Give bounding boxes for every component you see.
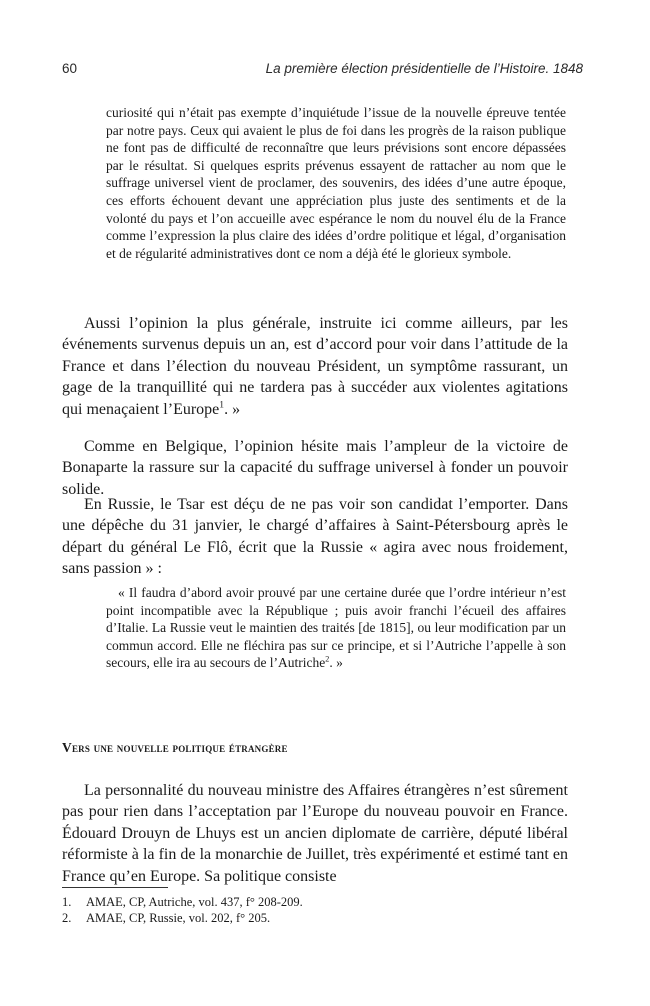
footnote-divider [62, 887, 168, 888]
body-paragraph [62, 313, 568, 420]
footnote-item [62, 894, 568, 910]
body-paragraph [62, 494, 568, 580]
body-paragraph [62, 780, 568, 887]
footnote-text: AMAE, CP, Autriche, vol. 437, f° 208-209. [86, 895, 303, 909]
block-quote-text: « Il faudra d’abord avoir prouvé par une certaine durée que l’ordre intérieur n’est point incompatible avec la République ; puis avoir franchi l’écueil des affaires d’Italie. La Russie veut le maintien des traités [de 1815], ou leur modification par un commun accord. Elle ne fléchira pas sur ce principe, et si l’Autriche l’appelle à son secours, elle ira au secours de l’Autriche [106, 585, 566, 671]
running-title: La première élection présidentielle de l’Histoire. 1848 [265, 61, 583, 76]
footnote-number: 2. [62, 911, 72, 925]
paragraph-text: En Russie, le Tsar est déçu de ne pas voir son candidat l’emporter. Dans une dépêche du 31 janvier, le chargé d’affaires à Saint-Pétersbourg après le départ du général Le Flô, écrit que la Russie « agira avec nous froidement, sans passion » : [62, 496, 568, 578]
footnote-ref[interactable]: 2 [325, 654, 330, 664]
running-head [62, 61, 583, 81]
quote-closing: . » [329, 655, 343, 671]
block-quote-text: curiosité qui n’était pas exempte d’inquiétude l’issue de la nouvelle épreuve tentée par notre pays. Ceux qui avaient le plus de foi dans les progrès de la raison publique ne font pas de difficulté de reconnaître que leurs prévisions sont encore dépassées par le résultat. Si quelques esprits prévenus essayent de rattacher au nom que le suffrage universel vient de proclamer, des souvenirs, des idées d’une autre époque, ces efforts échouent devant une appréciation plus juste des sentiments et de la volonté du pays et l’on accueille avec espérance le nom du nouvel élu de la France comme l’expression la plus claire des idées d’ordre politique et légal, d’organisation et de régularité administratives dont ce nom a déjà été le glorieux symbole. [106, 105, 566, 261]
footnote-item [62, 910, 568, 926]
footnote-text: AMAE, CP, Russie, vol. 202, f° 205. [86, 911, 271, 925]
paragraph-text: Comme en Belgique, l’opinion hésite mais l’ampleur de la victoire de Bonaparte la rassure sur la capacité du suffrage universel à fonder un pouvoir solide. [62, 438, 568, 498]
body-paragraph [62, 436, 568, 500]
footnote-number: 1. [62, 895, 72, 909]
paragraph-text: La personnalité du nouveau ministre des Affaires étrangères n’est sûrement pas pour rien dans l’acceptation par l’Europe du nouveau pouvoir en France. Édouard Drouyn de Lhuys est un ancien diplomate de carrière, député libéral réformiste à la fin de la monarchie de Juillet, très expérimenté et estimé tant en France qu’en Europe. Sa politique consiste [62, 782, 568, 885]
section-heading: Vers une nouvelle politique étrangère [62, 740, 288, 755]
block-quote [106, 584, 566, 672]
paragraph-text: Aussi l’opinion la plus générale, instruite ici comme ailleurs, par les événements survenus depuis un an, est d’accord pour voir dans l’attitude de la France et dans l’élection du nouveau Président, un symptôme rassurant, un gage de la tranquillité qui ne tardera pas à succéder aux violentes agitations qui menaçaient l’Europe [62, 315, 568, 418]
page-number: 60 [62, 61, 78, 76]
footnote-ref[interactable]: 1 [219, 399, 225, 411]
quote-closing: . » [224, 400, 241, 418]
block-quote-continued [106, 104, 566, 262]
footnotes [62, 894, 568, 926]
